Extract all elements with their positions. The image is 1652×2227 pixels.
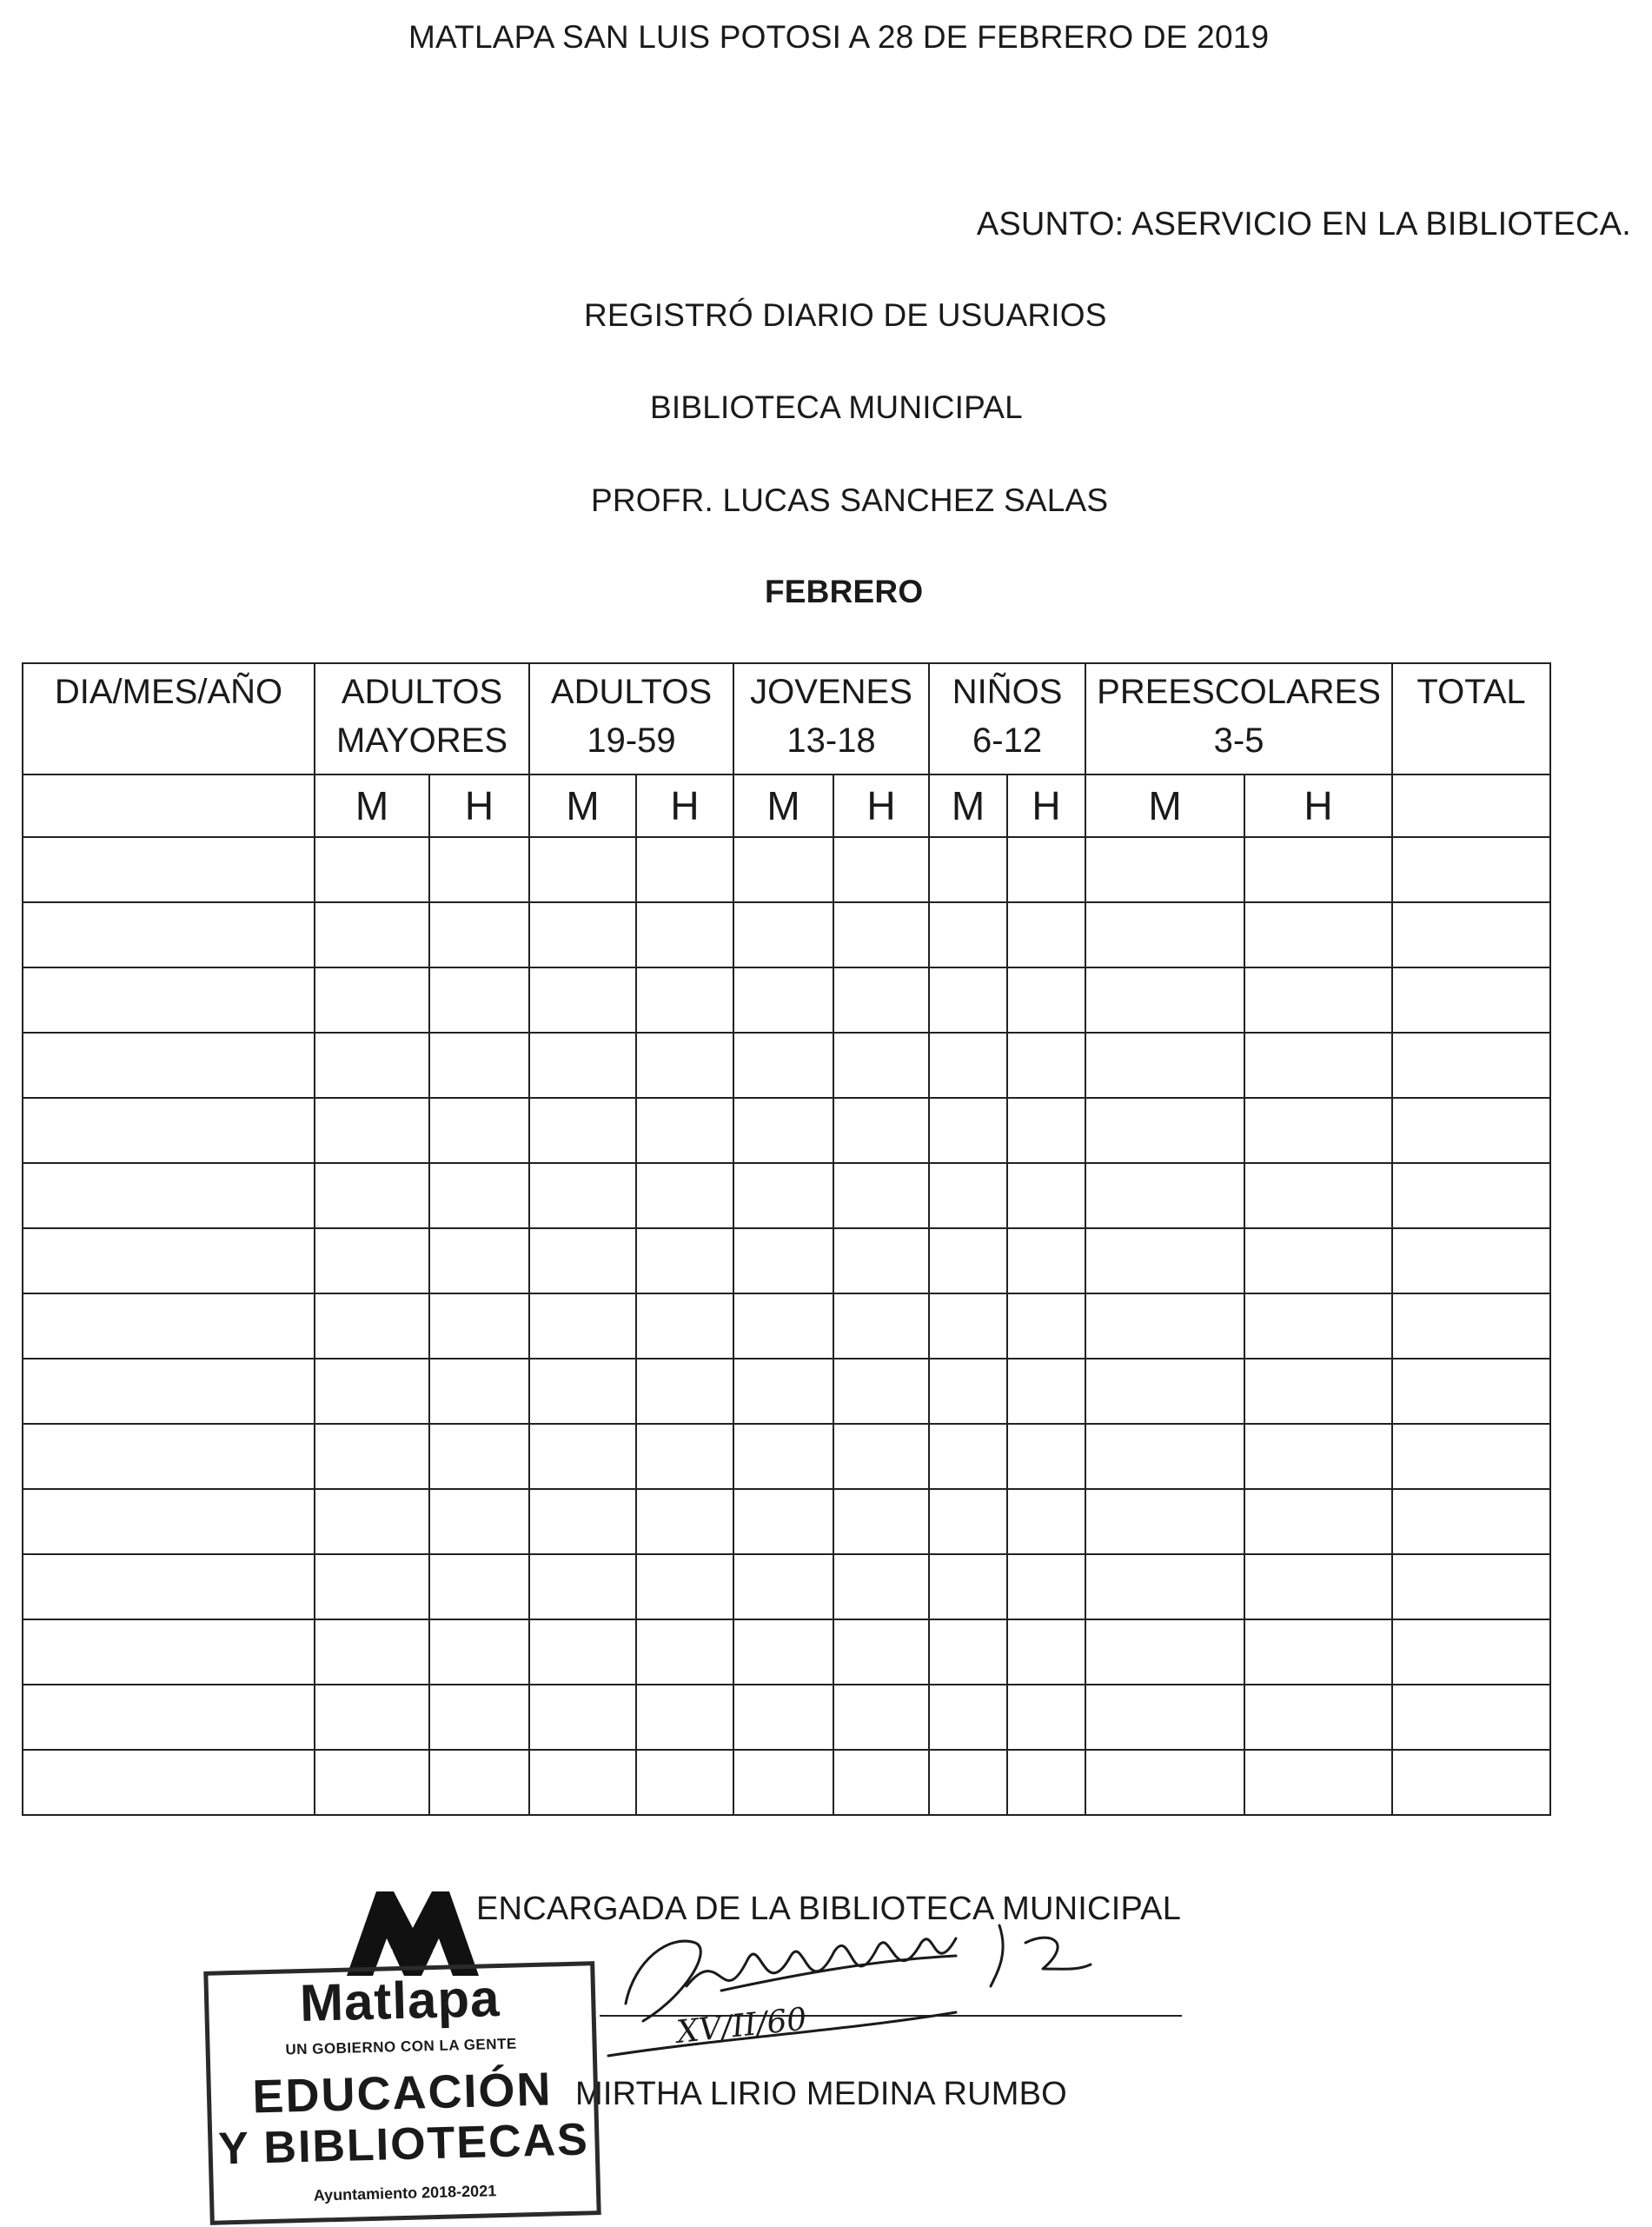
- table-cell: [1244, 1098, 1392, 1163]
- table-cell: [429, 1685, 529, 1750]
- table-cell: [636, 1489, 733, 1554]
- subheader-blank: [1392, 774, 1550, 837]
- table-cell: [529, 902, 636, 967]
- table-cell: [929, 1619, 1007, 1685]
- table-cell: [636, 1033, 733, 1098]
- signature-label: ENCARGADA DE LA BIBLIOTECA MUNICIPAL: [476, 1891, 1182, 1927]
- table-cell: [429, 1098, 529, 1163]
- stamp-line2: Y BIBLIOTECAS: [217, 2114, 590, 2175]
- sub-m: M: [1085, 774, 1244, 837]
- table-cell: [636, 967, 733, 1033]
- register-body: [23, 837, 1550, 1815]
- table-cell: [1085, 1293, 1244, 1359]
- table-cell: [1244, 1750, 1392, 1815]
- table-cell: [315, 1359, 429, 1424]
- table-cell: [833, 1750, 929, 1815]
- table-cell: [1085, 837, 1244, 902]
- table-cell: [1244, 1293, 1392, 1359]
- table-cell: [929, 1750, 1007, 1815]
- table-cell: [1392, 1033, 1550, 1098]
- table-row: [23, 967, 1550, 1033]
- handwritten-signature: [591, 1908, 1112, 2073]
- table-cell: [1085, 902, 1244, 967]
- table-cell: [529, 837, 636, 902]
- table-cell: [733, 837, 833, 902]
- table-cell: [1007, 1163, 1085, 1228]
- table-cell: [1085, 967, 1244, 1033]
- table-cell: [636, 1163, 733, 1228]
- table-cell: [23, 1228, 315, 1293]
- table-cell: [733, 1098, 833, 1163]
- col-group-header: JOVENES 13-18: [733, 663, 929, 774]
- table-cell: [23, 1554, 315, 1619]
- table-cell: [929, 1293, 1007, 1359]
- sub-h: H: [636, 774, 733, 837]
- sub-h: H: [1244, 774, 1392, 837]
- table-cell: [1085, 1098, 1244, 1163]
- table-row: [23, 1228, 1550, 1293]
- table-cell: [1007, 837, 1085, 902]
- table-cell: [529, 1685, 636, 1750]
- table-cell: [315, 1685, 429, 1750]
- table-cell: [733, 1554, 833, 1619]
- table-cell: [23, 1163, 315, 1228]
- table-cell: [833, 1033, 929, 1098]
- table-cell: [23, 837, 315, 902]
- table-cell: [529, 1098, 636, 1163]
- table-cell: [315, 1619, 429, 1685]
- table-cell: [429, 1619, 529, 1685]
- table-cell: [429, 902, 529, 967]
- subject-line: ASUNTO: ASERVICIO EN LA BIBLIOTECA.: [976, 206, 1631, 243]
- table-cell: [23, 1424, 315, 1489]
- table-cell: [929, 902, 1007, 967]
- table-cell: [1007, 902, 1085, 967]
- table-cell: [833, 1163, 929, 1228]
- table-cell: [1085, 1424, 1244, 1489]
- table-cell: [833, 1554, 929, 1619]
- table-cell: [1392, 1293, 1550, 1359]
- col-group-header: PREESCOLARES 3-5: [1085, 663, 1392, 774]
- subheader-row: [23, 774, 1550, 837]
- table-cell: [1007, 1293, 1085, 1359]
- table-cell: [929, 1554, 1007, 1619]
- sub-m: M: [733, 774, 833, 837]
- table-cell: [529, 1750, 636, 1815]
- table-cell: [636, 1424, 733, 1489]
- table-cell: [429, 1424, 529, 1489]
- sub-h: H: [833, 774, 929, 837]
- table-cell: [1085, 1163, 1244, 1228]
- table-cell: [636, 1750, 733, 1815]
- table-cell: [1007, 1489, 1085, 1554]
- table-row: [23, 1619, 1550, 1685]
- table-cell: [315, 1098, 429, 1163]
- table-row: [23, 902, 1550, 967]
- table-cell: [636, 1098, 733, 1163]
- table-cell: [1244, 1489, 1392, 1554]
- table-cell: [315, 1228, 429, 1293]
- table-cell: [929, 1489, 1007, 1554]
- table-cell: [429, 1359, 529, 1424]
- table-cell: [1244, 837, 1392, 902]
- table-cell: [929, 1033, 1007, 1098]
- table-cell: [636, 1554, 733, 1619]
- col-group-header: ADULTOS MAYORES: [315, 663, 529, 774]
- table-cell: [929, 1685, 1007, 1750]
- table-cell: [23, 1750, 315, 1815]
- table-row: [23, 1750, 1550, 1815]
- table-cell: [833, 1424, 929, 1489]
- table-cell: [315, 967, 429, 1033]
- stamp-town: Matlapa: [299, 1969, 501, 2033]
- col-group-header: ADULTOS 19-59: [529, 663, 733, 774]
- table-cell: [1392, 1359, 1550, 1424]
- sub-m: M: [315, 774, 429, 837]
- table-cell: [429, 967, 529, 1033]
- table-cell: [315, 1554, 429, 1619]
- table-cell: [1244, 902, 1392, 967]
- table-cell: [733, 1359, 833, 1424]
- place-date: MATLAPA SAN LUIS POTOSI A 28 DE FEBRERO DE 2019: [408, 19, 1270, 55]
- table-cell: [429, 1163, 529, 1228]
- table-cell: [1085, 1489, 1244, 1554]
- table-row: [23, 1554, 1550, 1619]
- table-cell: [315, 1424, 429, 1489]
- table-cell: [315, 1163, 429, 1228]
- table-cell: [733, 1033, 833, 1098]
- sub-h: H: [429, 774, 529, 837]
- handwritten-date: XV/II/60: [674, 2001, 809, 2051]
- table-cell: [429, 1033, 529, 1098]
- table-cell: [929, 967, 1007, 1033]
- table-cell: [315, 1293, 429, 1359]
- sub-h: H: [1007, 774, 1085, 837]
- table-cell: [833, 902, 929, 967]
- library-name: BIBLIOTECA MUNICIPAL: [650, 389, 1023, 425]
- table-cell: [1007, 1098, 1085, 1163]
- table-cell: [1085, 1554, 1244, 1619]
- table-cell: [733, 902, 833, 967]
- table-cell: [733, 1424, 833, 1489]
- table-cell: [733, 1228, 833, 1293]
- stamp-motto: UN GOBIERNO CON LA GENTE: [285, 2035, 517, 2058]
- table-cell: [1392, 1750, 1550, 1815]
- table-cell: [636, 902, 733, 967]
- table-cell: [23, 1619, 315, 1685]
- sub-m: M: [529, 774, 636, 837]
- stamp-line1: EDUCACIÓN: [251, 2063, 554, 2124]
- table-cell: [23, 902, 315, 967]
- table-cell: [833, 1619, 929, 1685]
- table-cell: [315, 1033, 429, 1098]
- table-cell: [929, 1359, 1007, 1424]
- table-row: [23, 1163, 1550, 1228]
- table-cell: [833, 1489, 929, 1554]
- table-cell: [1392, 837, 1550, 902]
- table-cell: [636, 1685, 733, 1750]
- table-cell: [1085, 1750, 1244, 1815]
- sub-m: M: [929, 774, 1007, 837]
- table-cell: [929, 1098, 1007, 1163]
- table-cell: [429, 1228, 529, 1293]
- table-cell: [1244, 1228, 1392, 1293]
- table-cell: [833, 967, 929, 1033]
- table-cell: [1007, 1619, 1085, 1685]
- table-cell: [1244, 1033, 1392, 1098]
- month-label: FEBRERO: [765, 574, 924, 609]
- table-cell: [529, 1359, 636, 1424]
- table-cell: [529, 1489, 636, 1554]
- col-date-header: DIA/MES/AÑO: [23, 663, 315, 774]
- table-cell: [23, 1098, 315, 1163]
- table-cell: [315, 1489, 429, 1554]
- table-cell: [1392, 1554, 1550, 1619]
- table-cell: [529, 1293, 636, 1359]
- table-cell: [1392, 967, 1550, 1033]
- table-cell: [733, 1489, 833, 1554]
- table-cell: [636, 1228, 733, 1293]
- subheader-blank: [23, 774, 315, 837]
- table-cell: [315, 837, 429, 902]
- table-cell: [1007, 967, 1085, 1033]
- table-cell: [1392, 1424, 1550, 1489]
- table-cell: [733, 1685, 833, 1750]
- table-cell: [1392, 1098, 1550, 1163]
- table-cell: [529, 1554, 636, 1619]
- col-total-header: TOTAL: [1392, 663, 1550, 774]
- table-cell: [1392, 1163, 1550, 1228]
- table-cell: [529, 1228, 636, 1293]
- table-cell: [733, 967, 833, 1033]
- table-cell: [23, 967, 315, 1033]
- table-cell: [1085, 1619, 1244, 1685]
- table-cell: [1085, 1685, 1244, 1750]
- table-cell: [1244, 1424, 1392, 1489]
- table-cell: [1085, 1359, 1244, 1424]
- table-cell: [929, 1228, 1007, 1293]
- user-register-table: [22, 662, 1551, 1816]
- table-cell: [1085, 1228, 1244, 1293]
- table-cell: [529, 1619, 636, 1685]
- table-cell: [833, 837, 929, 902]
- table-cell: [636, 1293, 733, 1359]
- table-cell: [1392, 1228, 1550, 1293]
- stamp-period: Ayuntamiento 2018-2021: [313, 2182, 497, 2204]
- table-cell: [429, 837, 529, 902]
- table-cell: [315, 1750, 429, 1815]
- table-cell: [636, 1359, 733, 1424]
- col-group-header: NIÑOS 6-12: [929, 663, 1085, 774]
- table-cell: [429, 1293, 529, 1359]
- table-cell: [23, 1033, 315, 1098]
- table-cell: [23, 1685, 315, 1750]
- signer-name: MIRTHA LIRIO MEDINA RUMBO: [575, 2076, 1067, 2112]
- table-cell: [733, 1293, 833, 1359]
- table-row: [23, 1033, 1550, 1098]
- header-row: [23, 663, 1550, 774]
- table-row: [23, 1098, 1550, 1163]
- table-cell: [23, 1359, 315, 1424]
- table-cell: [529, 1424, 636, 1489]
- table-cell: [529, 1163, 636, 1228]
- table-row: [23, 1489, 1550, 1554]
- table-cell: [1244, 1359, 1392, 1424]
- table-cell: [1007, 1685, 1085, 1750]
- table-cell: [1007, 1359, 1085, 1424]
- table-cell: [833, 1293, 929, 1359]
- table-cell: [1392, 1489, 1550, 1554]
- table-cell: [833, 1098, 929, 1163]
- table-cell: [929, 1424, 1007, 1489]
- table-cell: [529, 967, 636, 1033]
- table-cell: [1007, 1228, 1085, 1293]
- table-cell: [929, 837, 1007, 902]
- table-cell: [429, 1750, 529, 1815]
- table-cell: [636, 837, 733, 902]
- table-cell: [1244, 1554, 1392, 1619]
- document-title: REGISTRÓ DIARIO DE USUARIOS: [584, 297, 1107, 333]
- table-row: [23, 1293, 1550, 1359]
- table-cell: [1007, 1033, 1085, 1098]
- table-row: [23, 1685, 1550, 1750]
- table-cell: [733, 1619, 833, 1685]
- table-cell: [1392, 902, 1550, 967]
- table-cell: [429, 1489, 529, 1554]
- table-cell: [733, 1163, 833, 1228]
- table-cell: [1244, 1163, 1392, 1228]
- table-cell: [833, 1359, 929, 1424]
- table-row: [23, 837, 1550, 902]
- table-cell: [1244, 1685, 1392, 1750]
- table-cell: [1007, 1554, 1085, 1619]
- table-cell: [636, 1619, 733, 1685]
- table-cell: [929, 1163, 1007, 1228]
- table-cell: [23, 1293, 315, 1359]
- table-cell: [733, 1750, 833, 1815]
- table-row: [23, 1359, 1550, 1424]
- table-cell: [1007, 1750, 1085, 1815]
- official-stamp: [203, 1961, 600, 2225]
- teacher-name: PROFR. LUCAS SANCHEZ SALAS: [591, 482, 1109, 518]
- table-cell: [1392, 1619, 1550, 1685]
- table-cell: [833, 1685, 929, 1750]
- table-row: [23, 1424, 1550, 1489]
- table-cell: [1085, 1033, 1244, 1098]
- table-cell: [1244, 1619, 1392, 1685]
- table-cell: [429, 1554, 529, 1619]
- table-cell: [1007, 1424, 1085, 1489]
- table-cell: [1392, 1685, 1550, 1750]
- table-cell: [315, 902, 429, 967]
- table-cell: [529, 1033, 636, 1098]
- table-cell: [1244, 967, 1392, 1033]
- table-cell: [23, 1489, 315, 1554]
- table-cell: [833, 1228, 929, 1293]
